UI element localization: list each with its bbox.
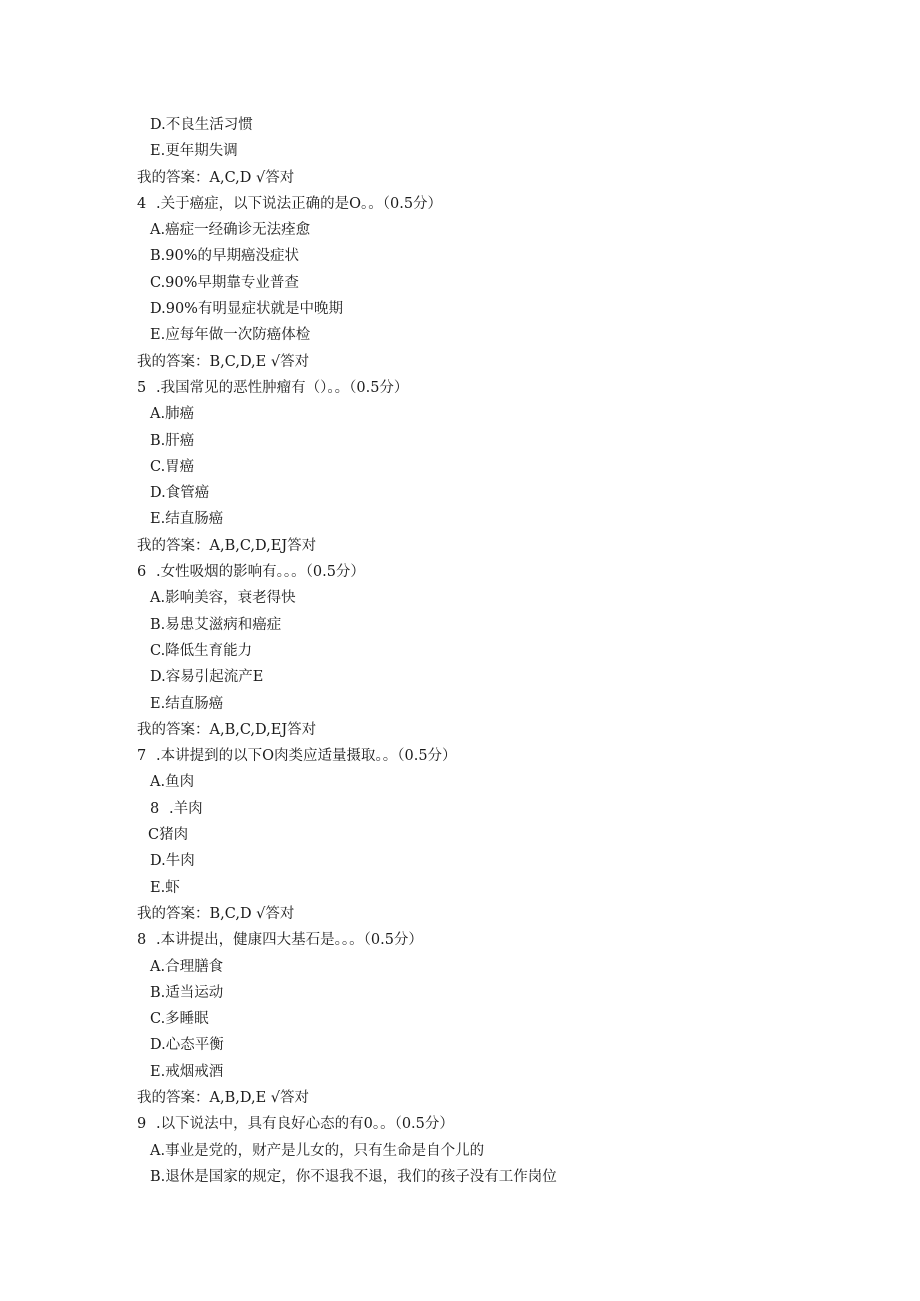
- line-text: E.更年期失调: [150, 143, 238, 160]
- line-text: C.90%早期靠专业普查: [150, 274, 299, 291]
- line-text: 我的答案：A,B,C,D,EJ答对: [137, 537, 317, 554]
- option-line: [0, 243, 920, 269]
- option-line: [0, 322, 920, 348]
- line-text: 我的答案：B,C,D √答对: [137, 905, 295, 922]
- line-text: .本讲提出，健康四大基石是。。。（0.5分）: [156, 932, 423, 949]
- option-line: [0, 480, 920, 506]
- option-line: [0, 1164, 920, 1190]
- option-line: [0, 296, 920, 322]
- line-text: B.肝癌: [150, 432, 195, 449]
- line-text: .关于癌症，以下说法正确的是O。。（0.5分）: [156, 195, 443, 212]
- line-text: B.适当运动: [150, 984, 224, 1001]
- option-line: [0, 796, 920, 822]
- option-line: [0, 980, 920, 1006]
- option-line: [0, 428, 920, 454]
- line-text: E.结直肠癌: [150, 695, 224, 712]
- option-line: [0, 1138, 920, 1164]
- option-line: [0, 217, 920, 243]
- line-text: A.鱼肉: [150, 774, 195, 791]
- option-line: [0, 1006, 920, 1032]
- line-text: .女性吸烟的影响有。。。（0.5分）: [156, 564, 365, 581]
- option-line: [0, 822, 920, 848]
- option-line: [0, 454, 920, 480]
- question-line: [0, 743, 920, 769]
- option-line: [0, 270, 920, 296]
- line-text: D.容易引起流产E: [150, 669, 264, 686]
- line-text: E.应每年做一次防癌体检: [150, 327, 311, 344]
- question-line: [0, 927, 920, 953]
- question-line: [0, 1111, 920, 1137]
- question-line: [0, 191, 920, 217]
- option-line: [0, 585, 920, 611]
- option-line: [0, 1032, 920, 1058]
- answer-line: [0, 1085, 920, 1111]
- answer-line: [0, 901, 920, 927]
- line-text: A.合理膳食: [150, 958, 224, 975]
- question-line: [0, 559, 920, 585]
- option-line: [0, 691, 920, 717]
- item-number: 7: [137, 748, 147, 765]
- answer-line: [0, 165, 920, 191]
- item-number: 5: [137, 379, 147, 396]
- line-text: .以下说法中，具有良好心态的有0。。（0.5分）: [156, 1116, 454, 1133]
- line-text: B.易患艾滋病和癌症: [150, 616, 282, 633]
- line-text: .本讲提到的以下O肉类应适量摄取。。（0.5分）: [156, 748, 457, 765]
- line-text: 我的答案：A,B,D,E √答对: [137, 1089, 309, 1106]
- line-text: .羊肉: [169, 800, 203, 817]
- option-line: [0, 875, 920, 901]
- line-text: B.90%的早期癌没症状: [150, 248, 299, 265]
- option-line: [0, 848, 920, 874]
- question-line: [0, 375, 920, 401]
- item-number: 8: [150, 800, 160, 817]
- option-line: [0, 638, 920, 664]
- line-text: A.影响美容，衰老得快: [150, 590, 296, 607]
- option-line: [0, 612, 920, 638]
- answer-line: [0, 717, 920, 743]
- line-text: C.多睡眠: [150, 1011, 209, 1028]
- item-number: 9: [137, 1116, 147, 1133]
- line-text: E.虾: [150, 879, 180, 896]
- item-number: 6: [137, 564, 147, 581]
- option-line: [0, 1059, 920, 1085]
- answer-line: [0, 533, 920, 559]
- item-number: 4: [137, 195, 147, 212]
- line-text: D.90%有明显症状就是中晚期: [150, 301, 343, 318]
- option-line: [0, 506, 920, 532]
- line-text: A.癌症一经确诊无法痊愈: [150, 222, 311, 239]
- line-text: E.结直肠癌: [150, 511, 224, 528]
- document-body: [0, 112, 920, 1190]
- line-text: D.食管癌: [150, 485, 210, 502]
- option-line: [0, 664, 920, 690]
- option-line: [0, 401, 920, 427]
- option-line: [0, 112, 920, 138]
- option-line: [0, 769, 920, 795]
- line-text: .我国常见的恶性肿瘤有（）。。（0.5分）: [156, 379, 409, 396]
- line-text: C.胃癌: [150, 458, 195, 475]
- line-text: 我的答案：A,C,D √答对: [137, 169, 295, 186]
- line-text: A.事业是党的，财产是儿女的，只有生命是自个儿的: [150, 1142, 485, 1159]
- option-line: [0, 954, 920, 980]
- line-text: D.牛肉: [150, 853, 195, 870]
- line-text: 我的答案：B,C,D,E √答对: [137, 353, 310, 370]
- line-text: B.退休是国家的规定，你不退我不退，我们的孩子没有工作岗位: [150, 1168, 557, 1185]
- line-text: C.降低生育能力: [150, 642, 253, 659]
- line-text: D.不良生活习惯: [150, 117, 253, 133]
- line-text: E.戒烟戒酒: [150, 1063, 224, 1080]
- option-line: [0, 138, 920, 164]
- line-text: A.肺癌: [150, 406, 195, 423]
- answer-line: [0, 349, 920, 375]
- line-text: 我的答案：A,B,C,D,EJ答对: [137, 721, 317, 738]
- line-text: D.心态平衡: [150, 1037, 224, 1054]
- line-text: C猪肉: [148, 827, 189, 844]
- item-number: 8: [137, 932, 147, 949]
